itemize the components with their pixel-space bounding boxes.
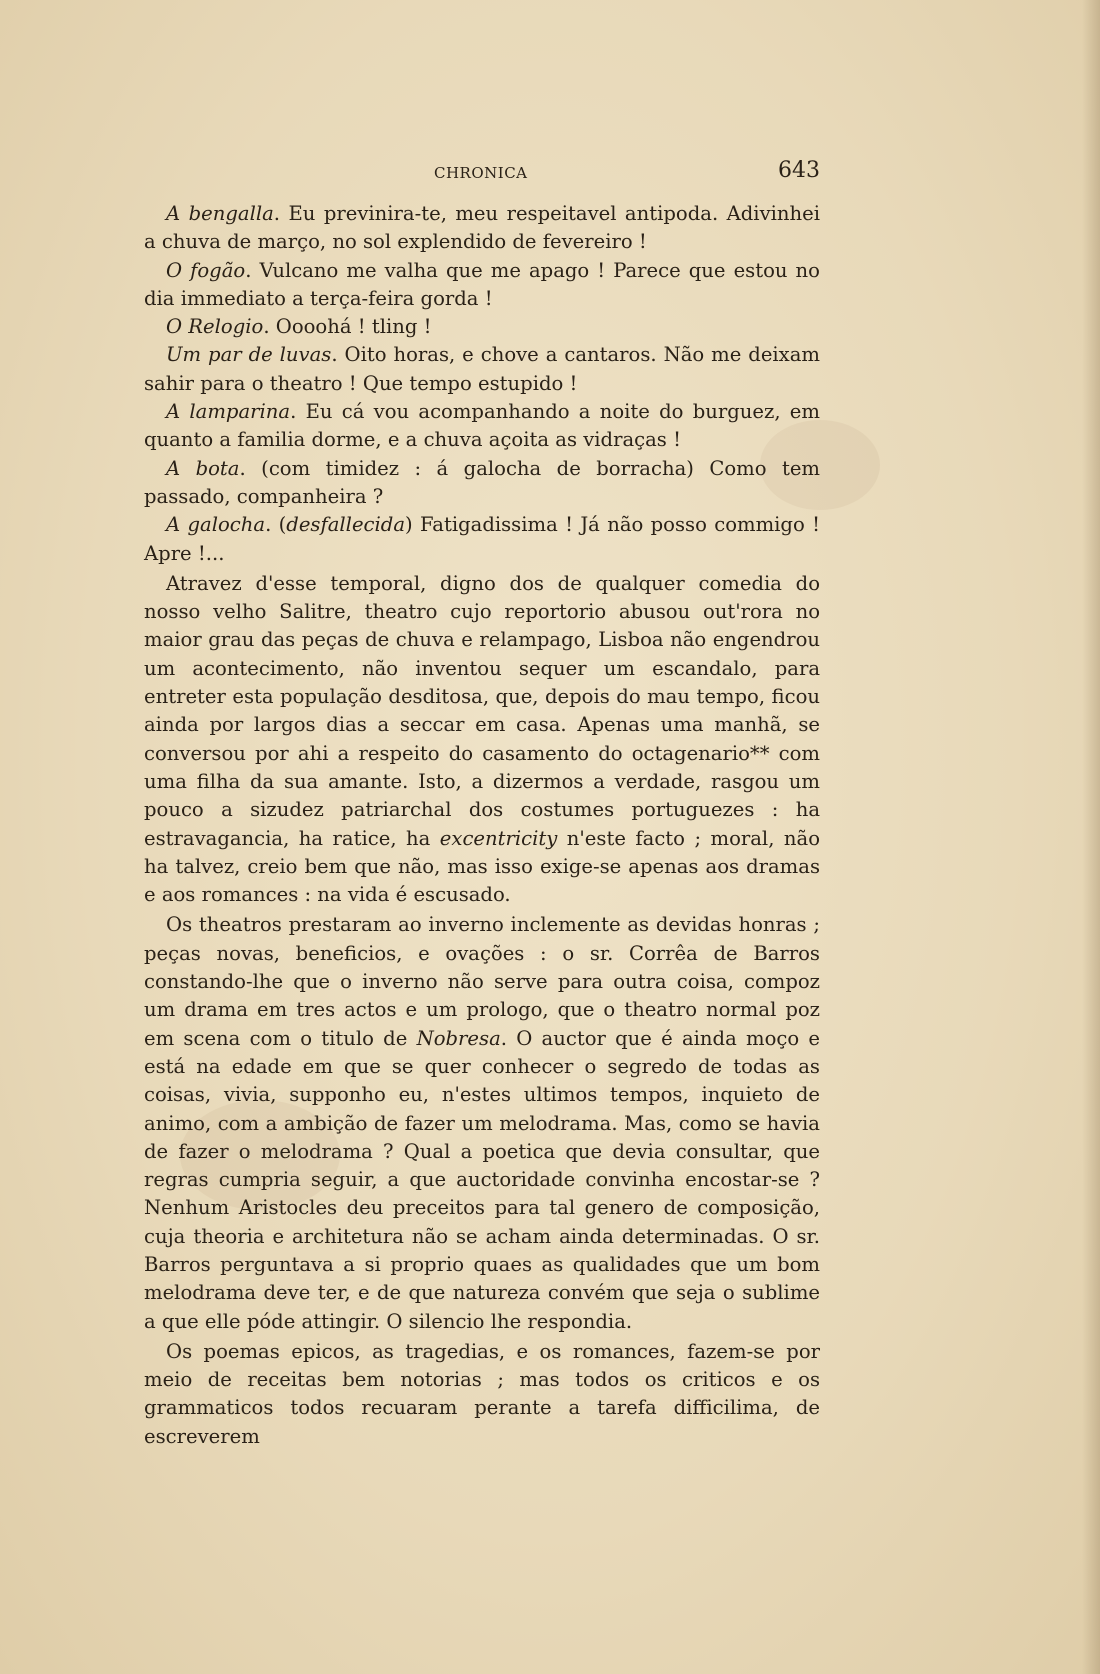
text-run: ) Fatigadissima ! Já não posso commigo ! Apre !... bbox=[144, 513, 820, 565]
text-run: . O auctor que é ainda moço e está na edade em que se quer conhecer o segredo de todas as coisas, vivia, supponho eu, n'estes ultimos tempos, inquieto de animo, com a ambição de fazer um melodrama. Mas, como se havia de fazer o melodrama ? Qual a poetica que devia consultar, que regras cumpria seguir, a que auctoridade convinha encostar-se ? Nenhum Aristocles deu preceitos para tal genero de composição, cuja theoria e architetura não se acham ainda determinadas. O sr. Barros perguntava a si proprio quaes as qualidades que um bom melodrama deve ter, e de que natureza convém que seja o sublime a que elle póde attingir. O silencio lhe respondia. bbox=[144, 1026, 820, 1333]
italic-text: excentricity bbox=[439, 826, 558, 850]
text-run: . (com timidez : á galocha de borracha) Como tem passado, companheira ? bbox=[144, 456, 821, 508]
text-run: . Eu cá vou acompanhando a noite do burguez, em quanto a familia dorme, e a chuva açoita as vidraças ! bbox=[144, 400, 820, 452]
paragraph-lamparina bbox=[144, 398, 820, 455]
body-text bbox=[144, 200, 820, 1451]
text-run: . Vulcano me valha que me apago ! Parece que estou no dia immediato a terça-feira gorda ! bbox=[144, 258, 820, 310]
italic-text: A bengalla bbox=[166, 202, 274, 225]
italic-text: O Relogio bbox=[166, 315, 264, 339]
paragraph-fogao bbox=[144, 257, 820, 314]
italic-text: Nobresa bbox=[416, 1026, 501, 1050]
text-run: . Oooohá ! tling ! bbox=[263, 315, 432, 339]
running-title: CHRONICA bbox=[434, 164, 528, 182]
italic-text: O fogão bbox=[166, 258, 246, 282]
italic-text: A lamparina bbox=[166, 400, 291, 424]
text-run: n'este facto ; moral, não ha talvez, creio bem que não, mas isso exige-se apenas aos dramas e aos romances : na vida é escusado. bbox=[144, 826, 820, 907]
running-header bbox=[144, 158, 820, 188]
text-run: Os theatros prestaram ao inverno inclemente as devidas honras ; peças novas, beneficios, e ovações : o sr. Corrêa de Barros constando-lhe que o inverno não serve para outra coisa, compoz um drama em tres actos e um prologo, que o theatro normal poz em scena com o titulo de bbox=[144, 913, 820, 1050]
text-run: . Oito horas, e chove a cantaros. Não me deixam sahir para o theatro ! Que tempo estupido ! bbox=[144, 343, 820, 395]
page-edge-shadow bbox=[1082, 0, 1100, 1674]
paragraph-theatros bbox=[144, 911, 820, 1335]
italic-text: desfallecida bbox=[286, 513, 406, 537]
text-run: Atravez d'esse temporal, digno dos de qualquer comedia do nosso velho Salitre, theatro cujo reportorio abusou out'rora no maior grau das peças de chuva e relampago, Lisboa não engendrou um acontecimento, não inventou sequer um escandalo, para entreter esta população desditosa, que, depois do mau tempo, ficou ainda por largos dias a seccar em casa. Apenas uma manhã, se conversou por ahi a respeito do casamento do octagenario** com uma filha da sua amante. Isto, a dizermos a verdade, rasgou um pouco a sizudez patriarchal dos costumes portuguezes : ha estravagancia, ha ratice, ha bbox=[144, 571, 820, 850]
text-run: Os poemas epicos, as tragedias, e os romances, fazem-se por meio de receitas bem notorias ; mas todos os criticos e os grammaticos todos recuaram perante a tarefa difficilima, de escreverem bbox=[144, 1339, 820, 1448]
paragraph-relogio bbox=[144, 313, 820, 341]
italic-text: Um par de luvas bbox=[166, 343, 332, 367]
page-number: 643 bbox=[778, 158, 820, 183]
paragraph-atravez bbox=[144, 570, 820, 910]
paragraph-bengalla bbox=[144, 200, 820, 257]
italic-text: A bota bbox=[166, 456, 240, 480]
text-run: . ( bbox=[265, 513, 287, 537]
paragraph-bota bbox=[144, 455, 820, 512]
paragraph-luvas bbox=[144, 341, 820, 398]
paragraph-poemas bbox=[144, 1338, 820, 1451]
paragraph-galocha bbox=[144, 511, 820, 568]
text-run: . Eu previnira-te, meu respeitavel antipoda. Adivinhei a chuva de março, no sol explendido de fevereiro ! bbox=[144, 202, 821, 254]
italic-text: A galocha bbox=[166, 513, 266, 537]
